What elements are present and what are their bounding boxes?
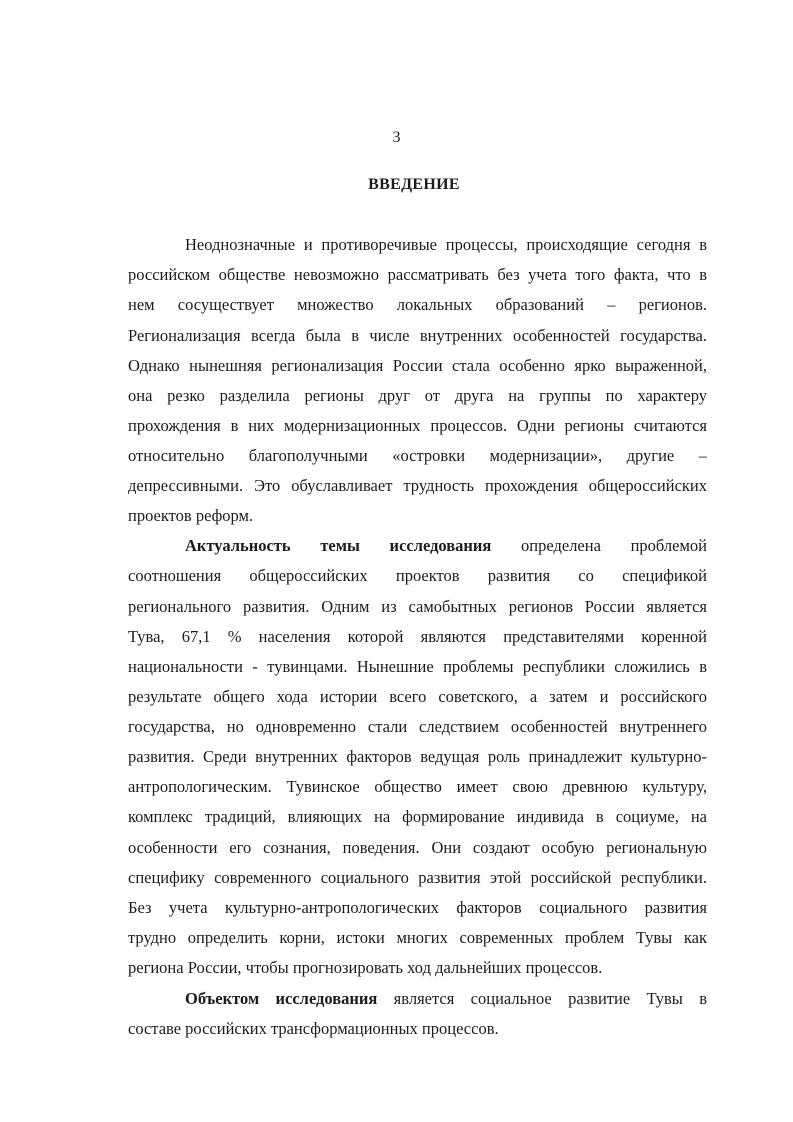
page-number: 3 [392, 129, 401, 146]
text-line: государства, но одновременно стали следствием особенностей внутреннего [128, 717, 707, 736]
text-line: регионального развития. Одним из самобытных регионов России является [128, 597, 707, 616]
text-line: проектов реформ. [128, 506, 254, 525]
text-line: результате общего хода истории всего советского, а затем и российского [128, 687, 707, 706]
text-line [185, 531, 707, 561]
page-title: ВВЕДЕНИЕ [368, 176, 460, 193]
text-line: специфику современного социального развития этой российской республики. [128, 868, 707, 887]
text-run: является социальное развитие Тувы в [377, 989, 707, 1008]
text-line: Тува, 67,1 % населения которой являются представителями коренной [128, 627, 707, 646]
text-line: Неоднозначные и противоречивые процессы, происходящие сегодня в [185, 235, 707, 254]
text-line: Регионализация всегда была в числе внутренних особенностей государства. [128, 326, 707, 345]
text-line: трудно определить корни, истоки многих современных проблем Тувы как [128, 928, 707, 947]
text-line: Однако нынешняя регионализация России стала особенно ярко выраженной, [128, 356, 707, 375]
text-line: относительно благополучными «островки модернизации», другие – [128, 446, 707, 465]
text-line: развития. Среди внутренних факторов ведущая роль принадлежит культурно- [128, 747, 707, 766]
text-line: депрессивными. Это обуславливает трудность прохождения общероссийских [128, 476, 707, 495]
text-line: нем сосуществует множество локальных образований – регионов. [128, 295, 707, 314]
text-line: особенности его сознания, поведения. Они создают особую региональную [128, 838, 707, 857]
text-line: антропологическим. Тувинское общество имеет свою древнюю культуру, [128, 777, 707, 796]
text-line: российском обществе невозможно рассматривать без учета того факта, что в [128, 265, 707, 284]
text-line: соотношения общероссийских проектов развития со спецификой [128, 566, 707, 585]
text-line: региона России, чтобы прогнозировать ход дальнейших процессов. [128, 958, 603, 977]
text-line: она резко разделила регионы друг от друга на группы по характеру [128, 386, 707, 405]
text-line: национальности - тувинцами. Нынешние проблемы республики сложились в [128, 657, 707, 676]
text-line: Без учета культурно-антропологических факторов социального развития [128, 898, 707, 917]
text-run: определена проблемой [491, 536, 707, 555]
text-line: составе российских трансформационных процессов. [128, 1019, 499, 1038]
text-line: комплекс традиций, влияющих на формирование индивида в социуме, на [128, 807, 707, 826]
bold-term: Актуальность темы исследования [185, 536, 492, 555]
bold-term: Объектом исследования [185, 989, 378, 1008]
text-line [185, 984, 707, 1014]
text-line: прохождения в них модернизационных процессов. Одни регионы считаются [128, 416, 707, 435]
